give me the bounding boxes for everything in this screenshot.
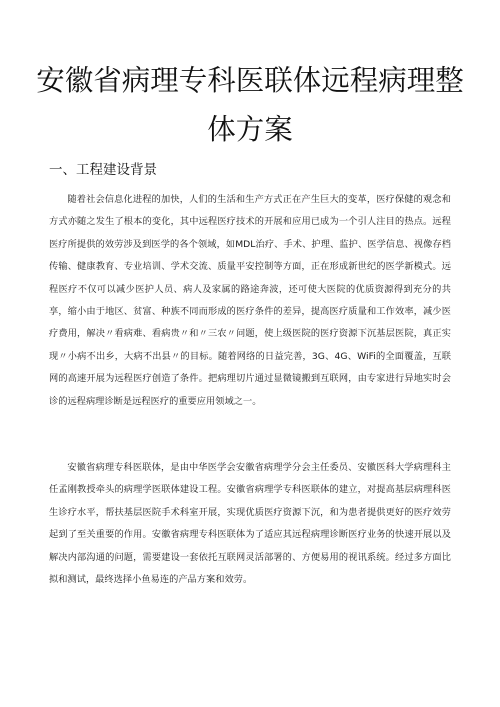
- paragraph-background-2: 安徽省病理专科医联体，是由中华医学会安徽省病理学分会主任委员、安徽医科大学病理科主任孟刚教授牵头的病理学医联体建设工程。安徽省病理学专科医联体的建立，对提高基层病理科医生诊疗水平，帮扶基层医院手术科室开展，实现优质医疗资源下沉，和为患者提供更好的医疗效劳起到了至关重要的作用。安徽省病理专科医联体为了适应其远程病理诊断医疗业务的快速开展以及解决内部沟通的问题，需要建设一套依托互联网灵活部署的、方便易用的视讯系统。经过多方面比拟和测试，最终选择小鱼易连的产品方案和效劳。: [49, 462, 451, 586]
- section-heading: 一、工程建设背景: [49, 162, 157, 178]
- document-title: 安徽省病理专科医联体远程病理整体方案: [36, 64, 464, 146]
- paragraph-background-1: 随着社会信息化进程的加快，人们的生活和生产方式正在产生巨大的变革，医疗保健的观念和方式亦随之发生了根本的变化，其中远程医疗技术的开展和应用已成为一个引人注目的热点。远程医疗所提供的效劳涉及到医学的各个领域，如MDL治疗、手术、护理、监护、医学信息、视像存档传输、健康教育、专业培训、学术交流、质量平安控制等方面，正在形成新世纪的医学新模式。远程医疗不仅可以减少医护人员、病人及家属的路途奔波，还可使大医院的优质资源得到充分的共享，缩小由于地区、贫富、种族不同而形成的医疗条件的差异，提高医疗质量和工作效率，减少医疗费用，解决〃看病难、看病贵〃和〃三农〃问题，使上级医院的医疗资源下沉基层医院，真正实现〃小病不出乡，大病不出县〃的目标。随着网络的日益完善，3G、4G、WiFi的全面覆盖，互联网的高速开展为远程医疗创造了条件。把病理切片通过显微镜搬到互联网，由专家进行异地实时会诊的远程病理诊断是远程医疗的重要应用领域之一。: [49, 194, 451, 407]
